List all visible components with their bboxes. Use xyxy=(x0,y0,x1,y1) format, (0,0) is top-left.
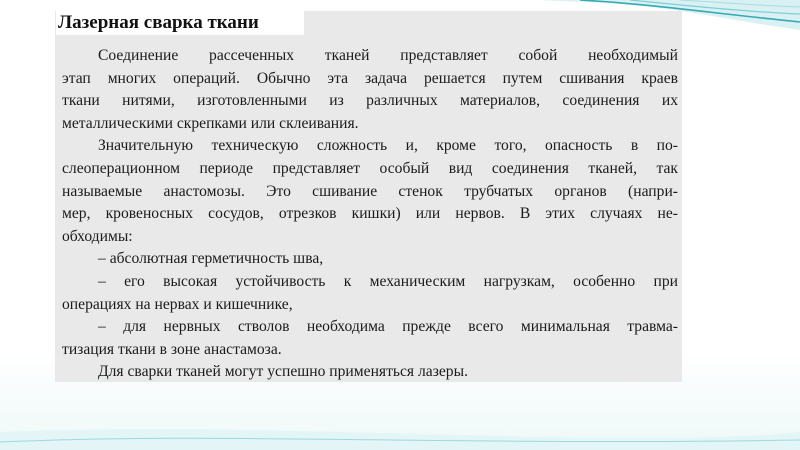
list-item-line: тизация ткани в зоне анастамоза. xyxy=(62,340,282,358)
text-line: Значительную техническую сложность и, кроме того, опасность в по- xyxy=(98,137,678,155)
text-line: называемые анастомозы. Это сшивание стенок трубчатых органов (напри- xyxy=(62,182,678,200)
text-line: металлическими скрепками или склеивания. xyxy=(62,114,359,132)
list-item-line: – его высокая устойчивость к механическим нагрузкам, особенно при xyxy=(98,272,678,290)
text-line: ткани нитями, изготовленными из различных материалов, соединения их xyxy=(62,92,678,110)
list-item-line: – абсолютная герметичность шва, xyxy=(98,250,324,268)
text-line: обходимы: xyxy=(62,227,133,245)
text-line: Соединение рассеченных тканей представляет собой необходимый xyxy=(98,47,678,64)
document-title: Лазерная сварка ткани xyxy=(56,11,304,35)
bottom-wave-decoration xyxy=(0,402,800,450)
text-line: слеоперационном периоде представляет особый вид соединения тканей, так xyxy=(62,159,678,177)
text-line: этап многих операций. Обычно эта задача решается путем сшивания краев xyxy=(62,69,678,87)
text-line: Для сварки тканей могут успешно применяться лазеры. xyxy=(98,363,468,381)
list-item-line: операциях на нервах и кишечнике, xyxy=(62,295,293,313)
text-line: мер, кровеносных сосудов, отрезков кишки) или нервов. В этих случаях не- xyxy=(62,205,678,223)
list-item-line: – для нервных стволов необходима прежде всего минимальная травма- xyxy=(98,318,678,336)
document-body xyxy=(62,45,678,384)
